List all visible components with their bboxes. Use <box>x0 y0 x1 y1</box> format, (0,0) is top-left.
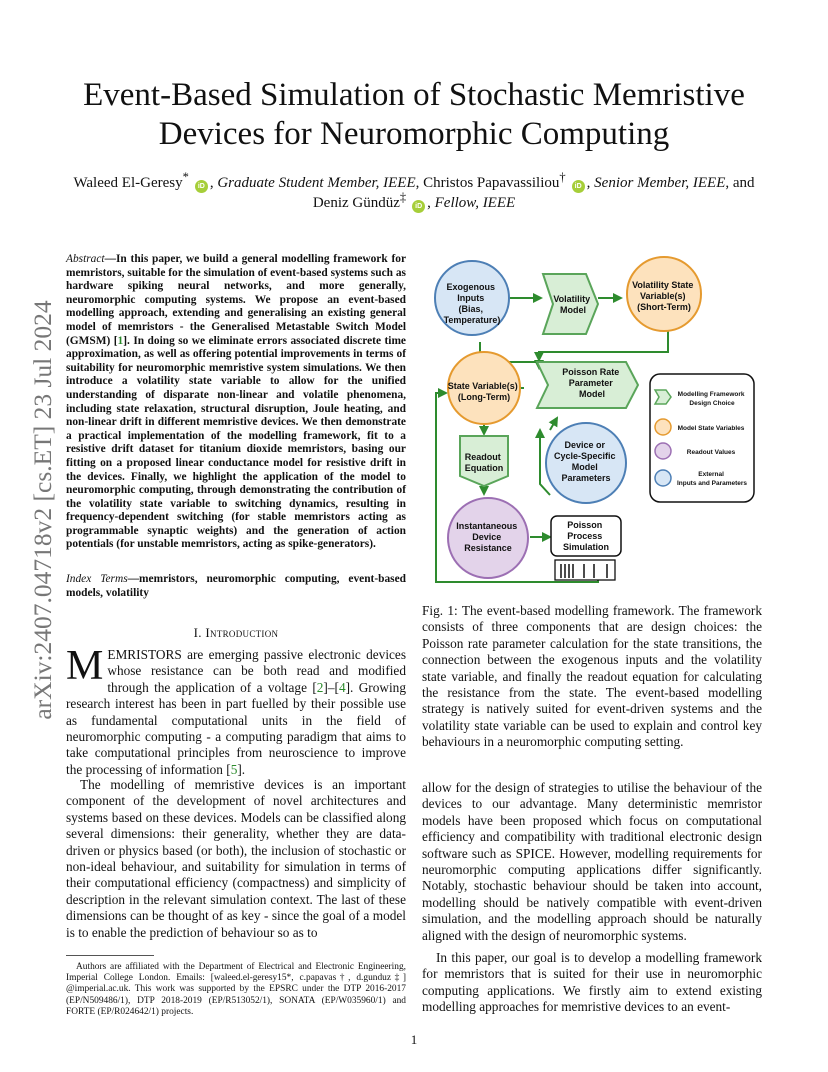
framework-figure <box>424 250 764 590</box>
legend-state-variables-label: Model State Variables <box>677 425 745 432</box>
legend-external-inputs-label: External Inputs and Parameters <box>676 471 748 487</box>
right-column-paragraph-2: In this paper, our goal is to develop a modelling framework for memristors that is suited for their use in neuromorphic computing applications. We firstly aim to extend existing modelling approaches for memristive devices to an event- <box>422 950 762 1015</box>
device-resistance-label: Instantaneous Device Resistance <box>456 521 518 553</box>
legend-readout-values-icon <box>655 443 671 459</box>
author-role: Graduate Student Member, IEEE <box>217 175 416 191</box>
legend-external-inputs-icon <box>655 470 671 486</box>
index-terms-label: Index Terms <box>66 573 128 585</box>
author-name: Christos Papavassiliou <box>423 175 560 191</box>
intro-text: ]. Growing research interest has been in part fuelled by their possible use as fundamental computational units in the field of neuromorphic computing - a computing paradigm that aims to take computational principles from neuroscience to improve the processing of information [ <box>66 679 406 777</box>
reference-link[interactable]: 2 <box>316 679 324 695</box>
intro-text: ]. <box>237 761 246 777</box>
abstract-text: —In this paper, we build a general modelling framework for memristors, suitable for the simulation of event-based systems such as hardware spiking neural networks, and more generally, neuromorphic computing systems. We propose an event-based modelling approach, extending and generalising an existing general model of memristors - the Generalised Metastable Switch Model (GMSM) [ <box>66 253 406 347</box>
citation-bracket: ]–[ <box>323 679 339 695</box>
footnote: Authors are affiliated with the Department of Electrical and Electronic Engineering, Imperial College London. Emails: [waleed.el-geresy15*, c.papavas†, d.gunduz‡] @imperial.ac.uk. This work was supported by the EPSRC under the DTP 2016-2017 (EP/N509486/1), DTP 2018-2019 (EP/R513052/1), SONATA (EP/W035960/1) and FORTE (EP/R024642/1) projects. <box>66 962 406 1017</box>
affiliation-mark: † <box>559 170 566 184</box>
author-name: Deniz Gündüz <box>312 195 400 211</box>
exogenous-inputs-label: Exogenous Inputs (Bias, Temperature) <box>443 282 501 325</box>
intro-caps: EMRISTORS <box>107 647 182 662</box>
index-terms-text: —memristors, neuromorphic computing, event-based models, volatility <box>66 573 406 599</box>
orcid-icon[interactable]: iD <box>412 200 425 213</box>
state-variable-label: State Variable(s) (Long-Term) <box>447 381 518 402</box>
caption-text: The event-based modelling framework. The framework consists of three components that are design choices: the Poisson rate parameter calculation for the state transitions, the connection between the exogenous inputs and the volatility state variable, and finally the readout equation for calculating the resistance from the state. The event-based modelling strategy is natively suited for event-driven systems and the volatility state variable can be used to explain and control key behaviours in a neuromorphic computing setting. <box>422 603 763 750</box>
abstract <box>66 253 406 552</box>
intro-paragraph-1 <box>66 643 406 778</box>
legend-design-choice-label: Modelling Framework Design Choice <box>677 391 745 407</box>
figure-legend <box>650 374 754 502</box>
footnote-rule <box>66 955 154 956</box>
reference-link[interactable]: 4 <box>338 679 346 695</box>
index-terms <box>66 573 406 600</box>
section-title: Introduction <box>205 625 279 640</box>
abstract-text-cont: ]. In doing so we eliminate errors associated discrete time approximation, as well as offering potential improvements in terms of suitability for neuromorphic memristive system simulations. We then introduce a volatility state variable to allow for the unified understanding of disparate non-linear and volatile phenomena, including state relaxation, structural disruption, Joule heating, and non-linear drift in different memristive devices. We then demonstrate a practical implementation of the modelling framework, fit to a resistive drift dataset for titanium dioxide memristors, basing our fitting on a proposed linear conductance model for resistive drift in the devices. Finally, we highlight the application of the model to neuromorphic computing, through demonstrating the contribution of the volatility state variable to switching dynamics, resulting in frequency-dependent switching (for stable memristors acting as programmable synaptic weights) and the generation of action potentials (for unstable memristors, acting as spike-generators). <box>66 334 406 551</box>
intro-paragraph-2: The modelling of memristive devices is an important component of the development of novel architectures and systems based on these devices. Models can be classified along several dimensions: their generality, whether they are data-driven or physics based (or both), the inclusion of stochastic or non-ideal behaviour, and suitability for simulation in terms of their computational efficiency (compactness) and simplicity of description in the relevant simulation context. The last of these dimensions can be thought of as key - since the goal of a model is to enable the prediction of behaviour so as to <box>66 777 406 940</box>
author-role: Senior Member, IEEE <box>594 175 726 191</box>
device-parameters-label: Device or Cycle-Specific Model Parameters <box>553 440 616 483</box>
author-role: Fellow, IEEE <box>434 195 516 211</box>
affiliation-mark: * <box>182 170 189 184</box>
section-number: I. <box>193 625 202 640</box>
author-line-1: Waleed El-Geresy*iD , Graduate Student Member, IEEE, Christos Papavassiliou†iD , Senior Member, IEEE, and <box>73 170 755 191</box>
volatility-state-label: Volatility State Variable(s) (Short-Term) <box>632 280 694 312</box>
author-conjunction: , and <box>725 175 755 191</box>
poisson-simulation-label: Poisson Process Simulation <box>562 520 610 552</box>
section-heading <box>66 625 406 641</box>
volatility-model-node <box>543 274 598 334</box>
orcid-icon[interactable]: iD <box>572 180 585 193</box>
spike-train-icon <box>555 560 615 580</box>
abstract-label: Abstract <box>66 253 105 265</box>
intro-text: are emerging passive electronic devices whose resistance can be both read and modified through the application of a voltage [ <box>107 647 406 695</box>
figure-caption <box>422 603 762 751</box>
orcid-icon[interactable]: iD <box>195 180 208 193</box>
author-line-2: Deniz Gündüz‡iD , Fellow, IEEE <box>312 190 516 211</box>
page-number: 1 <box>410 1032 418 1047</box>
volatility-model-label: Volatility Model <box>553 294 591 315</box>
caption-label: Fig. 1: <box>422 603 458 618</box>
legend-state-variables-icon <box>655 419 671 435</box>
reference-link[interactable]: 5 <box>230 761 238 777</box>
affiliation-mark: ‡ <box>399 190 407 204</box>
reference-link[interactable]: 1 <box>117 334 124 347</box>
right-column-paragraph-1: allow for the design of strategies to utilise the behaviour of the devices to our advantage. Many deterministic memristor models have been proposed which focus on computational efficiency and compatibility with traditional electronic design software such as SPICE. However, modelling requirements for neuromorphic computing applications differ significantly. Notably, stochastic behaviour should be taken into account, modelling should be natively compatible with event-driven simulation, and the modelling approach should be naturally aligned with the design of neuromorphic systems. <box>422 780 762 943</box>
paper-title: Event-Based Simulation of Stochastic Memristive Devices for Neuromorphic Computing <box>83 77 745 152</box>
arrow-params-to-poisson <box>550 418 557 430</box>
arxiv-identifier: arXiv:2407.04718v2 [cs.ET] 23 Jul 2024 <box>28 300 57 720</box>
readout-equation-label: Readout Equation <box>464 452 504 473</box>
poisson-rate-label: Poisson Rate Parameter Model <box>562 367 620 399</box>
drop-cap: M <box>66 643 104 689</box>
legend-readout-values-label: Readout Values <box>686 449 736 456</box>
author-name: Waleed El-Geresy <box>73 175 183 191</box>
